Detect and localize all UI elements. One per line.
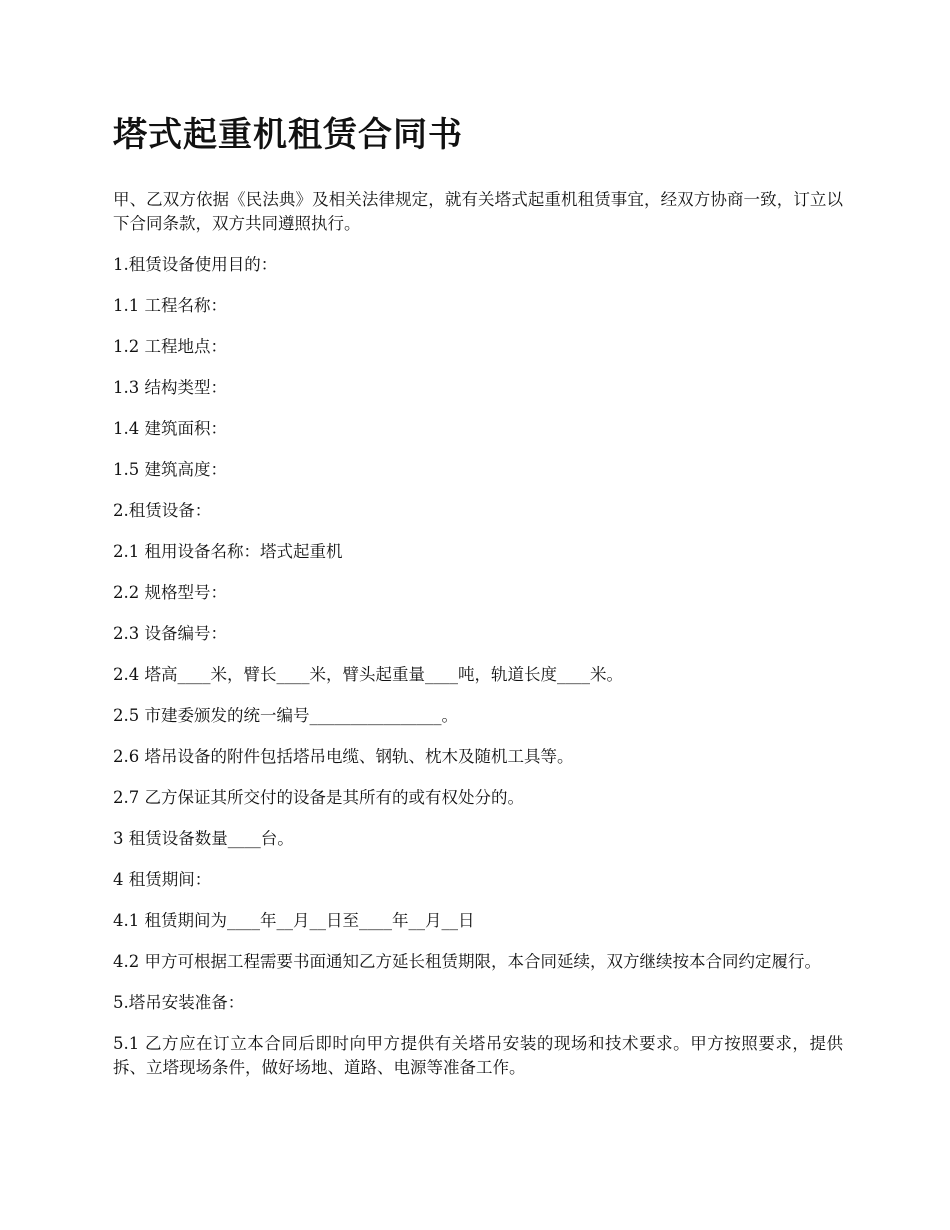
preamble-paragraph: 甲、乙双方依据《民法典》及相关法律规定，就有关塔式起重机租赁事宜，经双方协商一致，订立以下合同条款，双方共同遵照执行。 bbox=[113, 190, 843, 233]
clause-1-3: 1.3 结构类型： bbox=[113, 378, 227, 397]
clause-2-5: 2.5 市建委颁发的统一编号________________。 bbox=[113, 706, 458, 725]
clause-2-7: 2.7 乙方保证其所交付的设备是其所有的或有权处分的。 bbox=[113, 788, 524, 807]
clause-4-1: 4.1 租赁期间为____年__月__日至____年__月__日 bbox=[113, 911, 475, 930]
section-1-heading: 1.租赁设备使用目的： bbox=[113, 255, 278, 274]
clause-2-4: 2.4 塔高____米，臂长____米，臂头起重量____吨，轨道长度____米。 bbox=[113, 665, 623, 684]
clause-1-2: 1.2 工程地点： bbox=[113, 337, 227, 356]
section-2-heading: 2.租赁设备： bbox=[113, 501, 212, 520]
section-3-quantity: 3 租赁设备数量____台。 bbox=[113, 829, 294, 848]
clause-2-1: 2.1 租用设备名称：塔式起重机 bbox=[113, 542, 343, 561]
clause-1-4: 1.4 建筑面积： bbox=[113, 419, 227, 438]
clause-1-5: 1.5 建筑高度： bbox=[113, 460, 227, 479]
document-title: 塔式起重机租赁合同书 bbox=[113, 115, 463, 155]
section-5-heading: 5.塔吊安装准备： bbox=[113, 993, 245, 1012]
clause-4-2: 4.2 甲方可根据工程需要书面通知乙方延长租赁期限，本合同延续，双方继续按本合同约定履行。 bbox=[113, 952, 821, 971]
clause-2-6: 2.6 塔吊设备的附件包括塔吊电缆、钢轨、枕木及随机工具等。 bbox=[113, 747, 574, 766]
document-page bbox=[113, 112, 843, 1097]
clause-5-1: 5.1 乙方应在订立本合同后即时向甲方提供有关塔吊安装的现场和技术要求。甲方按照要求，提供拆、立塔现场条件，做好场地、道路、电源等准备工作。 bbox=[113, 1034, 843, 1077]
clause-1-1: 1.1 工程名称： bbox=[113, 296, 227, 315]
section-4-heading: 4 租赁期间： bbox=[113, 870, 212, 889]
clause-2-3: 2.3 设备编号： bbox=[113, 624, 227, 643]
clause-2-2: 2.2 规格型号： bbox=[113, 583, 227, 602]
